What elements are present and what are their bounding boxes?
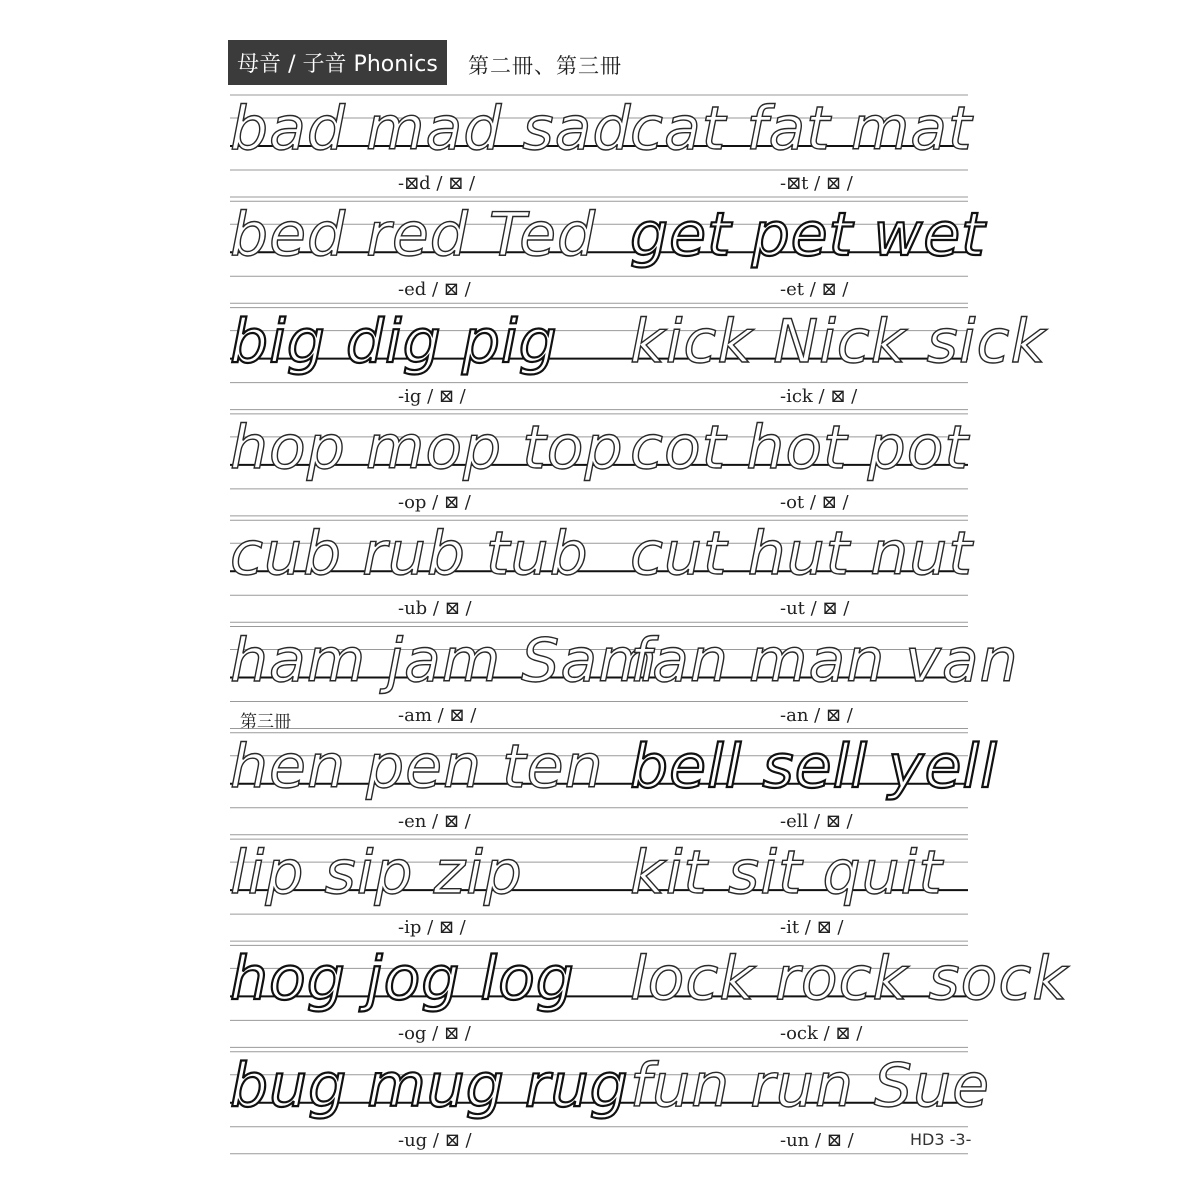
trace-words-left: bad mad sad (230, 94, 632, 164)
trace-words-left: bed red Ted (230, 200, 597, 271)
suffix-label-right: -it / ⊠ / (780, 917, 844, 939)
worksheet-row (230, 94, 973, 201)
section-tag: 母音 / 子音 Phonics (228, 40, 447, 85)
book-three-label: 第三冊 (240, 712, 291, 732)
book-range-label: 第二冊、第三冊 (468, 54, 622, 78)
worksheet-row (230, 731, 998, 839)
worksheet-row (230, 306, 1047, 414)
suffix-label-right: -ick / ⊠ / (780, 385, 858, 407)
suffix-label-right: -et / ⊠ / (780, 279, 849, 301)
suffix-label-left: -ip / ⊠ / (398, 917, 466, 939)
suffix-label-left: -og / ⊠ / (398, 1023, 471, 1045)
suffix-label-right: -un / ⊠ / (780, 1129, 854, 1151)
trace-words-right: kick Nick sick (630, 306, 1047, 377)
worksheet-row (230, 625, 1019, 733)
trace-words-right: kit sit quit (630, 838, 943, 909)
suffix-label-right: -ot / ⊠ / (780, 491, 849, 513)
suffix-label-left: -en / ⊠ / (398, 810, 471, 832)
worksheet-row (230, 414, 970, 520)
suffix-label-left: -ed / ⊠ / (398, 279, 471, 301)
suffix-label-left: -am / ⊠ / (398, 704, 477, 726)
trace-words-left: hog jog log (230, 944, 575, 1015)
trace-words-left: hop mop top (230, 412, 624, 483)
trace-words-right: cut hut nut (630, 519, 973, 590)
suffix-label-right: -ell / ⊠ / (780, 810, 853, 832)
worksheet-row (230, 1050, 991, 1158)
trace-words-right: lock rock sock (630, 944, 1069, 1015)
suffix-label-left: -ig / ⊠ / (398, 385, 466, 407)
suffix-label-right: -an / ⊠ / (780, 704, 853, 726)
trace-words-right: bell sell yell (630, 731, 998, 802)
trace-words-left: cub rub tub (230, 519, 589, 590)
suffix-label-right: -⊠t / ⊠ / (780, 173, 853, 194)
suffix-label-left: -op / ⊠ / (398, 491, 471, 513)
suffix-label-left: -⊠d / ⊠ / (398, 173, 476, 194)
worksheet-row (230, 944, 1069, 1051)
trace-words-left: bug mug rug (230, 1050, 629, 1121)
page-number: HD3 -3- (910, 1130, 972, 1149)
worksheet-row (230, 519, 973, 626)
suffix-label-left: -ug / ⊠ / (398, 1129, 472, 1151)
suffix-label-right: -ut / ⊠ / (780, 598, 850, 620)
worksheet-row (230, 200, 986, 307)
suffix-label-right: -ock / ⊠ / (780, 1023, 863, 1045)
trace-words-right: cot hot pot (630, 412, 969, 483)
trace-words-left: ham jam Sam (230, 625, 658, 696)
worksheet-row (230, 839, 970, 945)
trace-words-left: big dig pig (230, 306, 558, 377)
trace-words-left: hen pen ten (230, 731, 604, 802)
suffix-label-left: -ub / ⊠ / (398, 598, 472, 620)
trace-words-right: fan man van (630, 625, 1019, 696)
trace-words-left: lip sip zip (230, 838, 523, 909)
trace-words-right: fun run Sue (630, 1050, 991, 1121)
trace-words-right: get pet wet (630, 200, 986, 271)
trace-words-right: cat fat mat (630, 94, 973, 164)
